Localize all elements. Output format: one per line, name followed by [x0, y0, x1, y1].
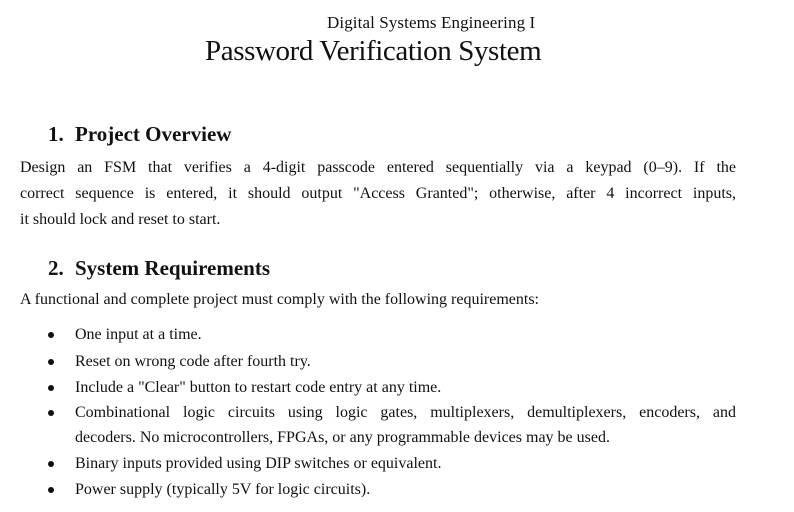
list-item — [75, 400, 736, 450]
list-item — [75, 451, 736, 476]
list-item-text: Power supply (typically 5V for logic circuits). — [75, 481, 371, 498]
list-item — [75, 477, 736, 502]
bullet-icon — [48, 359, 54, 365]
list-item — [75, 349, 736, 374]
project-overview-paragraph — [20, 155, 736, 233]
bullet-icon — [48, 461, 54, 467]
paragraph-line: it should lock and reset to start. — [20, 211, 221, 228]
list-item-text: Binary inputs provided using DIP switches or equivalent. — [75, 455, 442, 472]
list-item-text: Combinational logic circuits using logic gates, multiplexers, demultiplexers, encoders, and — [75, 404, 736, 421]
bullet-icon — [48, 487, 54, 493]
requirements-intro: A functional and complete project must comply with the following requirements: — [20, 291, 539, 308]
section-title: Project Overview — [75, 122, 232, 146]
list-item-text: One input at a time. — [75, 326, 202, 343]
section-number: 2. — [48, 256, 64, 280]
course-name: Digital Systems Engineering I — [327, 13, 536, 32]
list-item — [75, 322, 736, 347]
document-title: Password Verification System — [205, 35, 542, 67]
section-heading-project-overview — [48, 122, 231, 147]
bullet-icon — [48, 385, 54, 391]
paragraph-line: correct sequence is entered, it should output "Access Granted"; otherwise, after 4 incorrect inputs, — [20, 185, 736, 202]
list-item-text: Include a "Clear" button to restart code entry at any time. — [75, 379, 442, 396]
section-title: System Requirements — [75, 256, 271, 280]
section-number: 1. — [48, 122, 64, 146]
list-item — [75, 375, 736, 400]
bullet-icon — [48, 332, 54, 338]
list-item-text: Reset on wrong code after fourth try. — [75, 353, 311, 370]
bullet-icon — [48, 410, 54, 416]
section-heading-system-requirements — [48, 256, 270, 281]
paragraph-line: Design an FSM that verifies a 4-digit passcode entered sequentially via a keypad (0–9). If the — [20, 159, 736, 176]
list-item-text: decoders. No microcontrollers, FPGAs, or any programmable devices may be used. — [75, 429, 610, 446]
